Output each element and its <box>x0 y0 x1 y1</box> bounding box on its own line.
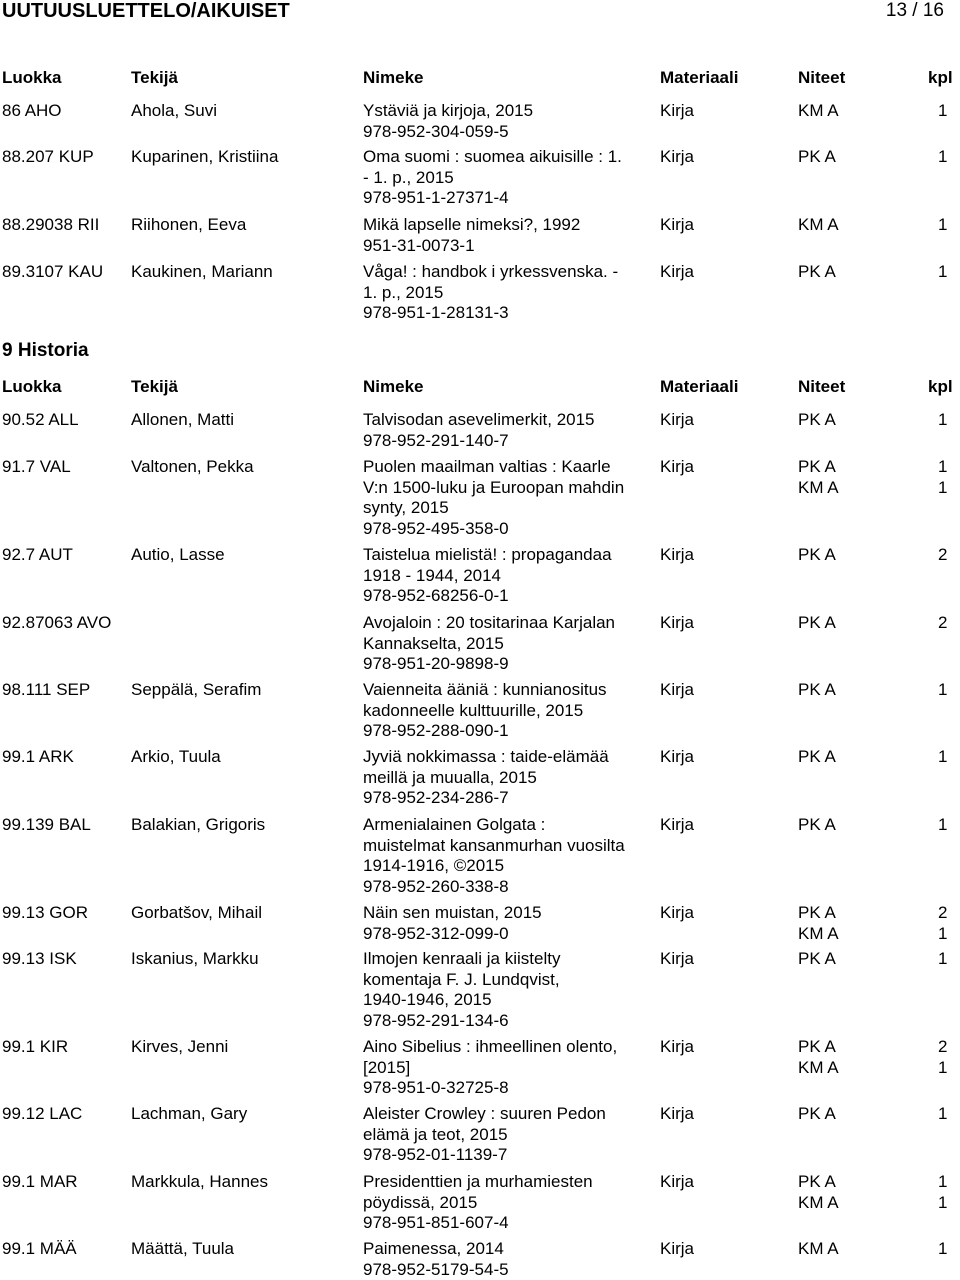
title-cell: Jyviä nokkimassa : taide-elämää meillä ja muualla, 2015 978-952-234-286-7 <box>363 747 609 807</box>
copies-location: PK A KM A <box>798 1172 839 1212</box>
class-code: 99.13 ISK <box>2 949 77 968</box>
author: Lachman, Gary <box>131 1104 248 1123</box>
author: Seppälä, Serafim <box>131 680 262 699</box>
class-code: 99.1 ARK <box>2 747 74 766</box>
column-header-niteet: Niteet <box>798 377 846 396</box>
title-cell: Armenialainen Golgata : muistelmat kansanmurhan vuosilta 1914-1916, ©2015 978-952-260-338-8 <box>363 815 625 896</box>
material: Kirja <box>660 1104 695 1123</box>
page-number: 13 / 16 <box>885 0 944 21</box>
material: Kirja <box>660 147 695 166</box>
copies-location: PK A <box>798 949 836 968</box>
page-title: UUTUUSLUETTELO/AIKUISET <box>2 0 290 22</box>
column-header-niteet: Niteet <box>798 68 846 87</box>
material: Kirja <box>660 680 695 699</box>
section-title: 9 Historia <box>2 340 89 361</box>
material: Kirja <box>660 1239 695 1258</box>
title-cell: Aino Sibelius : ihmeellinen olento, [2015] 978-951-0-32725-8 <box>363 1037 618 1097</box>
column-header-nimeke: Nimeke <box>363 68 424 87</box>
copies-location: PK A KM A <box>798 457 839 497</box>
class-code: 99.1 MAR <box>2 1172 78 1191</box>
count: 1 <box>938 747 948 766</box>
copies-location: KM A <box>798 101 839 120</box>
class-code: 92.7 AUT <box>2 545 73 564</box>
class-code: 89.3107 KAU <box>2 262 104 281</box>
title-cell: Puolen maailman valtias : Kaarle V:n 1500-luku ja Euroopan mahdin synty, 2015 978-952-495-358-0 <box>363 457 625 538</box>
author: Arkio, Tuula <box>131 747 221 766</box>
author: Balakian, Grigoris <box>131 815 266 834</box>
class-code: 99.1 KIR <box>2 1037 69 1056</box>
title-cell: Talvisodan asevelimerkit, 2015 978-952-291-140-7 <box>363 410 595 450</box>
column-header-luokka: Luokka <box>2 377 62 396</box>
material: Kirja <box>660 747 695 766</box>
title-cell: Oma suomi : suomea aikuisille : 1. - 1. p., 2015 978-951-1-27371-4 <box>363 147 622 207</box>
class-code: 99.139 BAL <box>2 815 91 834</box>
material: Kirja <box>660 949 695 968</box>
column-header-kpl: kpl <box>928 68 953 87</box>
author: Gorbatšov, Mihail <box>131 903 263 922</box>
class-code: 98.111 SEP <box>2 680 91 699</box>
title-cell: Våga! : handbok i yrkessvenska. - 1. p., 2015 978-951-1-28131-3 <box>363 262 619 322</box>
copies-location: PK A <box>798 815 836 834</box>
title-cell: Ystäviä ja kirjoja, 2015 978-952-304-059-5 <box>363 101 534 141</box>
title-cell: Taistelua mielistä! : propagandaa 1918 - 1944, 2014 978-952-68256-0-1 <box>363 545 612 605</box>
class-code: 86 AHO <box>2 101 62 120</box>
author: Iskanius, Markku <box>131 949 259 968</box>
class-code: 99.1 MÄÄ <box>2 1239 77 1258</box>
material: Kirja <box>660 457 695 476</box>
copies-location: PK A <box>798 613 836 632</box>
title-cell: Näin sen muistan, 2015 978-952-312-099-0 <box>363 903 542 943</box>
class-code: 92.87063 AVO <box>2 613 112 632</box>
author: Valtonen, Pekka <box>131 457 254 476</box>
count: 1 <box>938 262 948 281</box>
title-cell: Ilmojen kenraali ja kiistelty komentaja F. J. Lundqvist, 1940-1946, 2015 978-952-291-134-6 <box>363 949 561 1030</box>
count: 1 <box>938 815 948 834</box>
author: Ahola, Suvi <box>131 101 217 120</box>
count: 1 <box>938 101 948 120</box>
copies-location: PK A <box>798 747 836 766</box>
count: 2 1 <box>938 903 948 943</box>
count: 1 1 <box>938 1172 948 1212</box>
count: 2 1 <box>938 1037 948 1077</box>
column-header-nimeke: Nimeke <box>363 377 424 396</box>
copies-location: KM A <box>798 1239 839 1258</box>
title-cell: Aleister Crowley : suuren Pedon elämä ja teot, 2015 978-952-01-1139-7 <box>363 1104 606 1164</box>
material: Kirja <box>660 101 695 120</box>
class-code: 91.7 VAL <box>2 457 71 476</box>
count: 1 <box>938 215 948 234</box>
material: Kirja <box>660 903 695 922</box>
copies-location: PK A <box>798 147 836 166</box>
copies-location: PK A <box>798 680 836 699</box>
author: Kirves, Jenni <box>131 1037 229 1056</box>
copies-location: PK A KM A <box>798 1037 839 1077</box>
author: Riihonen, Eeva <box>131 215 247 234</box>
count: 1 <box>938 1104 948 1123</box>
column-header-kpl: kpl <box>928 377 953 396</box>
class-code: 99.13 GOR <box>2 903 88 922</box>
count: 1 <box>938 147 948 166</box>
material: Kirja <box>660 1037 695 1056</box>
author: Kuparinen, Kristiina <box>131 147 279 166</box>
copies-location: PK A <box>798 262 836 281</box>
title-cell: Vaienneita ääniä : kunnianositus kadonneelle kulttuurille, 2015 978-952-288-090-1 <box>363 680 607 740</box>
count: 1 <box>938 949 948 968</box>
material: Kirja <box>660 545 695 564</box>
copies-location: KM A <box>798 215 839 234</box>
class-code: 99.12 LAC <box>2 1104 83 1123</box>
class-code: 90.52 ALL <box>2 410 79 429</box>
material: Kirja <box>660 215 695 234</box>
title-cell: Mikä lapselle nimeksi?, 1992 951-31-0073-1 <box>363 215 581 255</box>
copies-location: PK A <box>798 545 836 564</box>
material: Kirja <box>660 613 695 632</box>
material: Kirja <box>660 262 695 281</box>
material: Kirja <box>660 410 695 429</box>
column-header-materiaali: Materiaali <box>660 68 739 87</box>
column-header-tekija: Tekijä <box>131 68 178 87</box>
author: Määttä, Tuula <box>131 1239 235 1258</box>
column-header-luokka: Luokka <box>2 68 62 87</box>
count: 2 <box>938 613 948 632</box>
copies-location: PK A KM A <box>798 903 839 943</box>
count: 1 <box>938 410 948 429</box>
column-header-tekija: Tekijä <box>131 377 178 396</box>
count: 2 <box>938 545 948 564</box>
author: Autio, Lasse <box>131 545 225 564</box>
count: 1 <box>938 680 948 699</box>
title-cell: Presidenttien ja murhamiesten pöydissä, 2015 978-951-851-607-4 <box>363 1172 593 1232</box>
material: Kirja <box>660 1172 695 1191</box>
author: Markkula, Hannes <box>131 1172 269 1191</box>
title-cell: Paimenessa, 2014 978-952-5179-54-5 <box>363 1239 509 1279</box>
count: 1 <box>938 1239 948 1258</box>
title-cell: Avojaloin : 20 tositarinaa Karjalan Kannakselta, 2015 978-951-20-9898-9 <box>363 613 616 673</box>
material: Kirja <box>660 815 695 834</box>
author: Allonen, Matti <box>131 410 234 429</box>
class-code: 88.207 KUP <box>2 147 94 166</box>
column-header-materiaali: Materiaali <box>660 377 739 396</box>
class-code: 88.29038 RII <box>2 215 100 234</box>
count: 1 1 <box>938 457 948 497</box>
copies-location: PK A <box>798 1104 836 1123</box>
author: Kaukinen, Mariann <box>131 262 273 281</box>
copies-location: PK A <box>798 410 836 429</box>
